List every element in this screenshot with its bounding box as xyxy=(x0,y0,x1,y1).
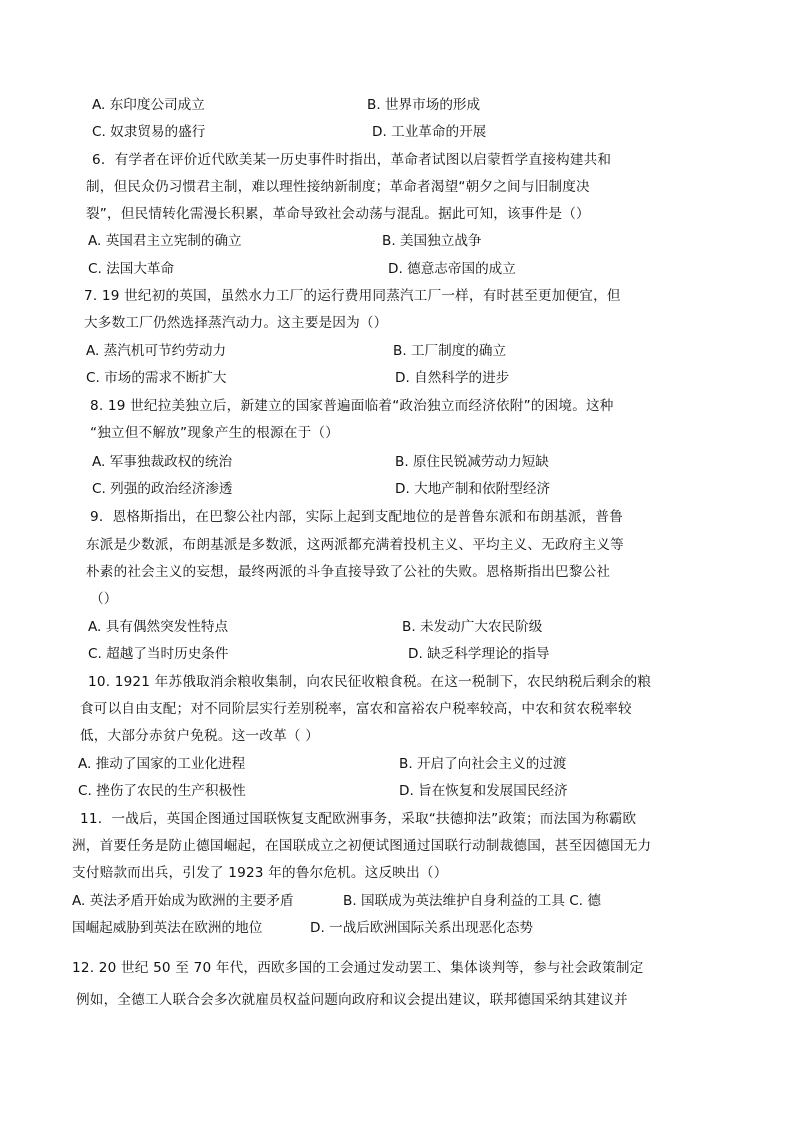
q5-option-b: B. 世界市场的形成 xyxy=(367,97,481,113)
q8-stem-line-2: “独立但不解放”现象产生的根源在于（） xyxy=(90,425,339,441)
q6-stem-line-1: 6．有学者在评价近代欧美某一历史事件时指出，革命者试图以启蒙哲学直接构建共和 xyxy=(92,152,612,168)
q7-option-a: A. 蒸汽机可节约劳动力 xyxy=(86,343,227,359)
q10-stem-line-1: 10. 1921 年苏俄取消余粮收集制，向农民征收粮食税。在这一税制下，农民纳税后剩余的粮 xyxy=(88,674,652,690)
q6-option-a: A. 英国君主立宪制的确立 xyxy=(88,233,242,249)
q9-option-c: C. 超越了当时历史条件 xyxy=(88,646,229,662)
q9-option-a: A. 具有偶然突发性特点 xyxy=(88,619,229,635)
q10-option-b: B. 开启了向社会主义的过渡 xyxy=(399,756,567,772)
q8-option-b: B. 原住民锐减劳动力短缺 xyxy=(395,454,549,470)
q9-stem-line-2: 东派是少数派，布朗基派是多数派，这两派都充满着投机主义、平均主义、无政府主义等 xyxy=(86,537,624,553)
q12-stem-line-1: 12. 20 世纪 50 至 70 年代，西欧多国的工会通过发动罢工、集体谈判等，参与社会政策制定 xyxy=(72,960,644,976)
q8-option-d: D. 大地产制和依附型经济 xyxy=(395,481,551,497)
q6-option-b: B. 美国独立战争 xyxy=(382,233,482,249)
q10-stem-line-2: 食可以自由支配；对不同阶层实行差别税率，富农和富裕农户税率较高，中农和贫农税率较 xyxy=(80,701,632,717)
q11-option-d: D. 一战后欧洲国际关系出现恶化态势 xyxy=(310,920,534,936)
q10-option-d: D. 旨在恢复和发展国民经济 xyxy=(399,783,568,799)
q6-stem-line-3: 裂”，但民情转化需漫长积累，革命导致社会动荡与混乱。据此可知，该事件是（） xyxy=(86,206,590,222)
q9-option-d: D. 缺乏科学理论的指导 xyxy=(408,646,550,662)
q8-option-a: A. 军事独裁政权的统治 xyxy=(92,454,233,470)
q7-option-b: B. 工厂制度的确立 xyxy=(393,343,507,359)
q5-option-d: D. 工业革命的开展 xyxy=(372,124,487,140)
q6-option-c: C. 法国大革命 xyxy=(88,261,175,277)
q7-option-d: D. 自然科学的进步 xyxy=(395,370,510,386)
q7-option-c: C. 市场的需求不断扩大 xyxy=(86,370,227,386)
q8-option-c: C. 列强的政治经济渗透 xyxy=(92,481,233,497)
q7-stem-line-2: 大多数工厂仍然选择蒸汽动力。这主要是因为（） xyxy=(84,315,388,331)
q10-stem-line-3: 低，大部分赤贫户免税。这一改革（ ） xyxy=(80,728,320,744)
q11-stem-line-1: 11．一战后，英国企图通过国联恢复支配欧洲事务，采取“扶德抑法”政策；而法国为称霸欧 xyxy=(80,811,637,827)
q10-option-a: A. 推动了国家的工业化进程 xyxy=(78,756,246,772)
q9-stem-line-3: 朴素的社会主义的妄想，最终两派的斗争直接导致了公社的失败。恩格斯指出巴黎公社 xyxy=(86,564,611,580)
q11-stem-line-3: 支付赔款而出兵，引发了 1923 年的鲁尔危机。这反映出（） xyxy=(72,865,448,881)
q11-stem-line-2: 洲，首要任务是防止德国崛起，在国联成立之初便试图通过国联行动制裁德国，甚至因德国无力 xyxy=(72,838,652,854)
q10-option-c: C. 挫伤了农民的生产积极性 xyxy=(78,783,246,799)
q5-option-c: C. 奴隶贸易的盛行 xyxy=(92,124,206,140)
q12-stem-line-2: 例如，全德工人联合会多次就雇员权益问题向政府和议会提出建议，联邦德国采纳其建议并 xyxy=(76,992,628,1008)
q6-stem-line-2: 制，但民众仍习惯君主制，难以理性接纳新制度；革命者渴望“朝夕之间与旧制度决 xyxy=(86,179,590,195)
q9-stem-line-1: 9．恩格斯指出，在巴黎公社内部，实际上起到支配地位的是普鲁东派和布朗基派，普鲁 xyxy=(90,509,624,525)
q11-option-c-cont: 国崛起威胁到英法在欧洲的地位 xyxy=(72,920,263,936)
q11-option-a: A. 英法矛盾开始成为欧洲的主要矛盾 xyxy=(72,893,294,909)
q6-option-d: D. 德意志帝国的成立 xyxy=(388,261,516,277)
q8-stem-line-1: 8. 19 世纪拉美独立后，新建立的国家普遍面临着“政治独立而经济依附”的困境。这种 xyxy=(90,398,614,414)
q9-option-b: B. 未发动广大农民阶级 xyxy=(402,619,543,635)
q5-option-a: A. 东印度公司成立 xyxy=(92,97,205,113)
q7-stem-line-1: 7. 19 世纪初的英国，虽然水力工厂的运行费用同蒸汽工厂一样，有时甚至更加便宜，但 xyxy=(84,288,621,304)
q9-stem-line-4: （） xyxy=(90,591,118,607)
q11-option-b-c: B. 国联成为英法维护自身利益的工具 C. 德 xyxy=(343,893,601,909)
